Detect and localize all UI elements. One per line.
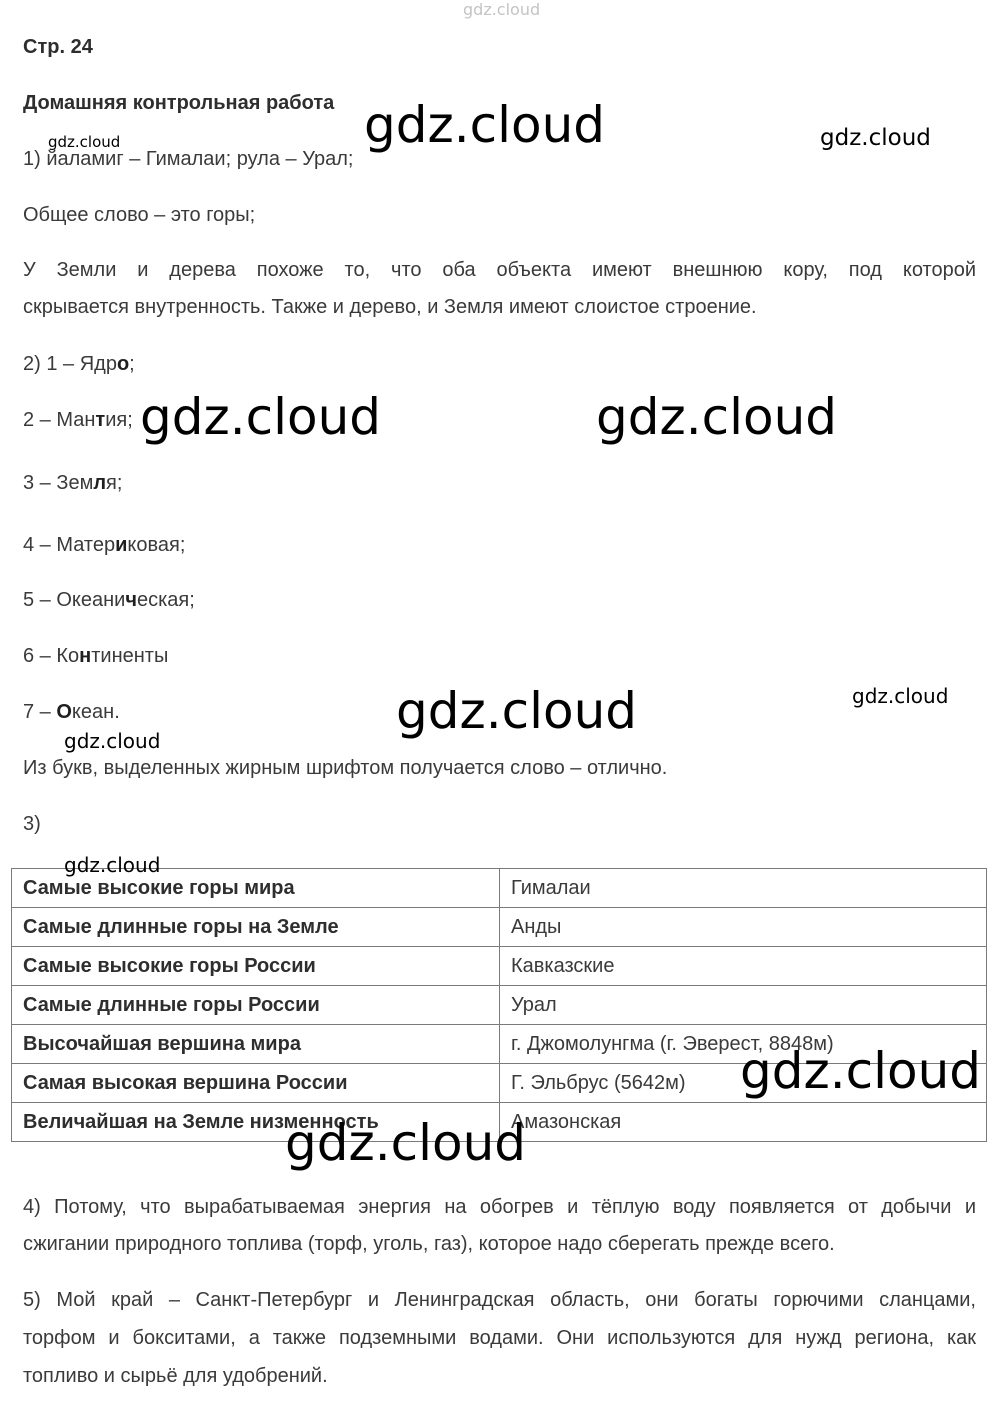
task1-common-word: Общее слово – это горы; (23, 204, 256, 226)
table-question-cell: Высочайшая вершина мира (12, 1025, 500, 1064)
task2-item-1: 2) 1 – Ядро; (23, 353, 135, 375)
table-answer-cell: Урал (500, 986, 987, 1025)
table-answer-cell: г. Джомолунгма (г. Эверест, 8848м) (500, 1025, 987, 1064)
task1-paragraph-line1: У Земли и дерева похоже то, что оба объекта имеют внешнюю кору, под которой (23, 259, 976, 281)
watermark: gdz.cloud (852, 684, 949, 708)
table-question-cell: Самые высокие горы мира (12, 869, 500, 908)
task1-paragraph-line2: скрывается внутренность. Также и дерево, и Земля имеют слоистое строение. (23, 296, 757, 318)
watermark: gdz.cloud (364, 96, 606, 154)
watermark: gdz.cloud (820, 125, 931, 151)
section-title: Домашняя контрольная работа (23, 92, 335, 114)
task2-item-2: 2 – Мантия; (23, 409, 133, 431)
watermark: gdz.cloud (740, 1042, 982, 1100)
watermark: gdz.cloud (596, 388, 838, 446)
table-question-cell: Величайшая на Земле низменность (12, 1103, 500, 1142)
task2-conclusion: Из букв, выделенных жирным шрифтом получается слово – отлично. (23, 757, 668, 779)
table-row (12, 947, 987, 986)
table-answer-cell: Анды (500, 908, 987, 947)
task2-item-7: 7 – Океан. (23, 701, 120, 723)
task2-item-3: 3 – Земля; (23, 472, 123, 494)
watermark: gdz.cloud (64, 853, 161, 877)
watermark: gdz.cloud (64, 729, 161, 753)
task1-anagrams: 1) йаламиг – Гималаи; рула – Урал; (23, 148, 354, 170)
mountains-table (11, 868, 987, 1142)
page-reference: Стр. 24 (23, 36, 93, 58)
task2-item-4: 4 – Материковая; (23, 534, 186, 556)
task3-label: 3) (23, 813, 41, 835)
table-question-cell: Самые длинные горы России (12, 986, 500, 1025)
table-row (12, 986, 987, 1025)
task5-line3: топливо и сырьё для удобрений. (23, 1365, 328, 1387)
task2-item-6: 6 – Континенты (23, 645, 169, 667)
task4-line2: сжигании природного топлива (торф, уголь, газ), которое надо сберегать прежде всего. (23, 1233, 835, 1255)
table-question-cell: Самая высокая вершина России (12, 1064, 500, 1103)
task2-item-5: 5 – Океаническая; (23, 589, 195, 611)
watermark: gdz.cloud (396, 682, 638, 740)
table-answer-cell: Кавказские (500, 947, 987, 986)
table-question-cell: Самые высокие горы России (12, 947, 500, 986)
table-answer-cell: Гималаи (500, 869, 987, 908)
task5-line1: 5) Мой край – Санкт-Петербург и Ленинградская область, они богаты горючими сланцами, (23, 1289, 976, 1311)
watermark: gdz.cloud (48, 133, 121, 151)
task5-line2: торфом и бокситами, а также подземными водами. Они используются для нужд региона, как (23, 1327, 976, 1349)
table-question-cell: Самые длинные горы на Земле (12, 908, 500, 947)
table-answer-cell: Г. Эльбрус (5642м) (500, 1064, 987, 1103)
table-answer-cell: Амазонская (500, 1103, 987, 1142)
table-row (12, 908, 987, 947)
task4-line1: 4) Потому, что вырабатываемая энергия на обогрев и тёплую воду появляется от добычи и (23, 1196, 976, 1218)
watermark-top: gdz.cloud (463, 0, 541, 19)
watermark: gdz.cloud (285, 1114, 527, 1172)
watermark: gdz.cloud (140, 388, 382, 446)
